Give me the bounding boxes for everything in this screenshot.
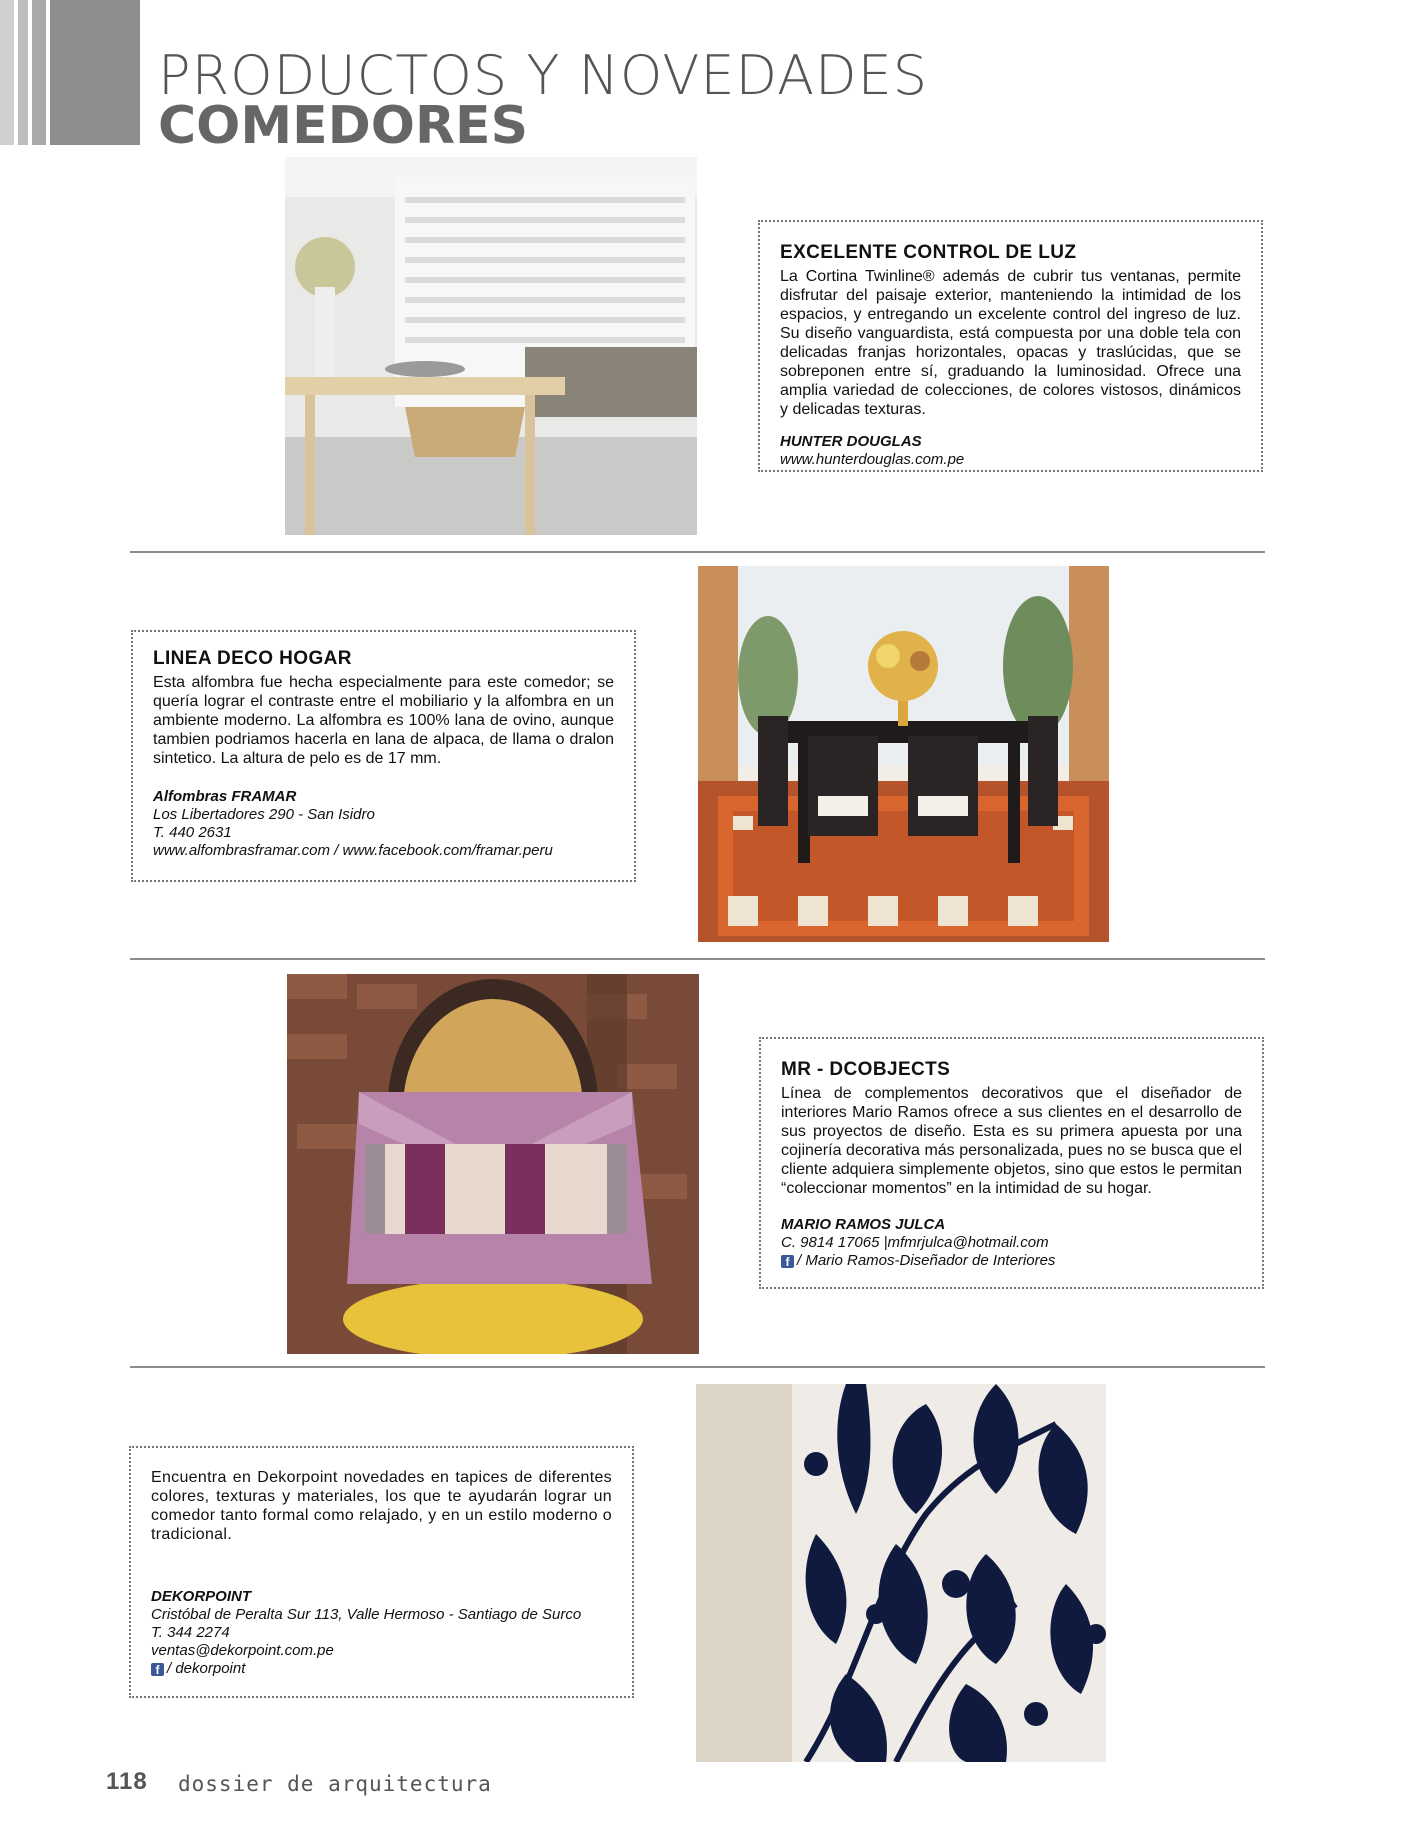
article-brand: MARIO RAMOS JULCA <box>781 1216 946 1233</box>
article-photo-dining-table <box>698 566 1109 942</box>
article-facebook: / Mario Ramos-Diseñador de Interiores <box>797 1252 1056 1269</box>
section-title: PRODUCTOS Y NOVEDADES <box>158 44 929 107</box>
article-photo-cushion <box>287 974 699 1354</box>
divider-3 <box>130 1366 1265 1368</box>
article-website[interactable]: www.alfombrasframar.com / www.facebook.com/framar.peru <box>153 842 553 859</box>
article-heading: LINEA DECO HOGAR <box>153 648 352 669</box>
article-photo-fabric <box>696 1384 1106 1762</box>
article-box-hunter-douglas <box>758 220 1263 472</box>
article-body: Línea de complementos decorativos que el diseñador de interiores Mario Ramos ofrece a sus clientes en el desarrollo de sus proyectos de diseño. Esta es su primera apuesta por una cojinería decorativa más personalizada, pues no se busca que el cliente adquiera simplemente objetos, sino que estos le permitan “coleccionar momentos” en la intimidad de su hogar. <box>781 1085 1242 1197</box>
article-photo-blinds <box>285 157 697 535</box>
article-email[interactable]: ventas@dekorpoint.com.pe <box>151 1642 334 1659</box>
article-brand: DEKORPOINT <box>151 1588 252 1605</box>
section-subtitle: COMEDORES <box>158 96 529 156</box>
article-body: La Cortina Twinline® además de cubrir tus ventanas, permite disfrutar del paisaje exterior, manteniendo la intimidad de los espacios, y entregando un excelente control del ingreso de luz. Su diseño vanguardista, está compuesta por una doble tela con delicadas franjas horizontales, opacas y traslúcidas, que se sobreponen entre sí, graduando la luminosidad. Ofrece una amplia variedad de colecciones, de colores vistosos, dinámicos y delicadas texturas. <box>780 268 1241 418</box>
dining-room-blinds-photo <box>285 157 697 535</box>
article-phone: T. 440 2631 <box>153 824 232 841</box>
article-body: Encuentra en Dekorpoint novedades en tapices de diferentes colores, texturas y materiales, los que te ayudarán lograr un comedor tanto formal como relajado, y en un estilo moderno o tradicional. <box>151 1469 612 1543</box>
upholstery-fabric-photo <box>696 1384 1106 1762</box>
article-address: Los Libertadores 290 - San Isidro <box>153 806 375 823</box>
dining-table-rug-photo <box>698 566 1109 942</box>
article-address: Cristóbal de Peralta Sur 113, Valle Hermoso - Santiago de Surco <box>151 1606 582 1623</box>
cushion-on-chair-photo <box>287 974 699 1354</box>
article-contact: C. 9814 17065 |mfmrjulca@hotmail.com <box>781 1234 1049 1251</box>
article-brand: HUNTER DOUGLAS <box>780 433 922 450</box>
divider-1 <box>130 551 1265 553</box>
article-heading: EXCELENTE CONTROL DE LUZ <box>780 242 1077 263</box>
header-corner-tab <box>0 0 140 145</box>
article-brand: Alfombras FRAMAR <box>153 788 297 805</box>
facebook-icon: f <box>781 1255 794 1268</box>
magazine-name: dossier de arquitectura <box>178 1772 492 1796</box>
article-phone: T. 344 2274 <box>151 1624 230 1641</box>
article-facebook-line[interactable] <box>151 1660 612 1678</box>
article-box-framar <box>131 630 636 882</box>
divider-2 <box>130 958 1265 960</box>
article-facebook-line[interactable] <box>781 1252 1242 1270</box>
article-website[interactable]: www.hunterdouglas.com.pe <box>780 451 965 468</box>
article-heading: MR - DCOBJECTS <box>781 1059 951 1080</box>
article-body: Esta alfombra fue hecha especialmente para este comedor; se quería lograr el contraste entre el mobiliario y la alfombra en un ambiente moderno. La alfombra es 100% lana de ovino, aunque tambien podriamos hacerla en lana de alpaca, de llama o dralon sintetico. La altura de pelo es de 17 mm. <box>153 674 614 767</box>
article-box-dekorpoint <box>129 1446 634 1698</box>
article-facebook: / dekorpoint <box>167 1660 246 1677</box>
article-box-mr-dcobjects <box>759 1037 1264 1289</box>
facebook-icon: f <box>151 1663 164 1676</box>
page-number: 118 <box>106 1768 148 1795</box>
